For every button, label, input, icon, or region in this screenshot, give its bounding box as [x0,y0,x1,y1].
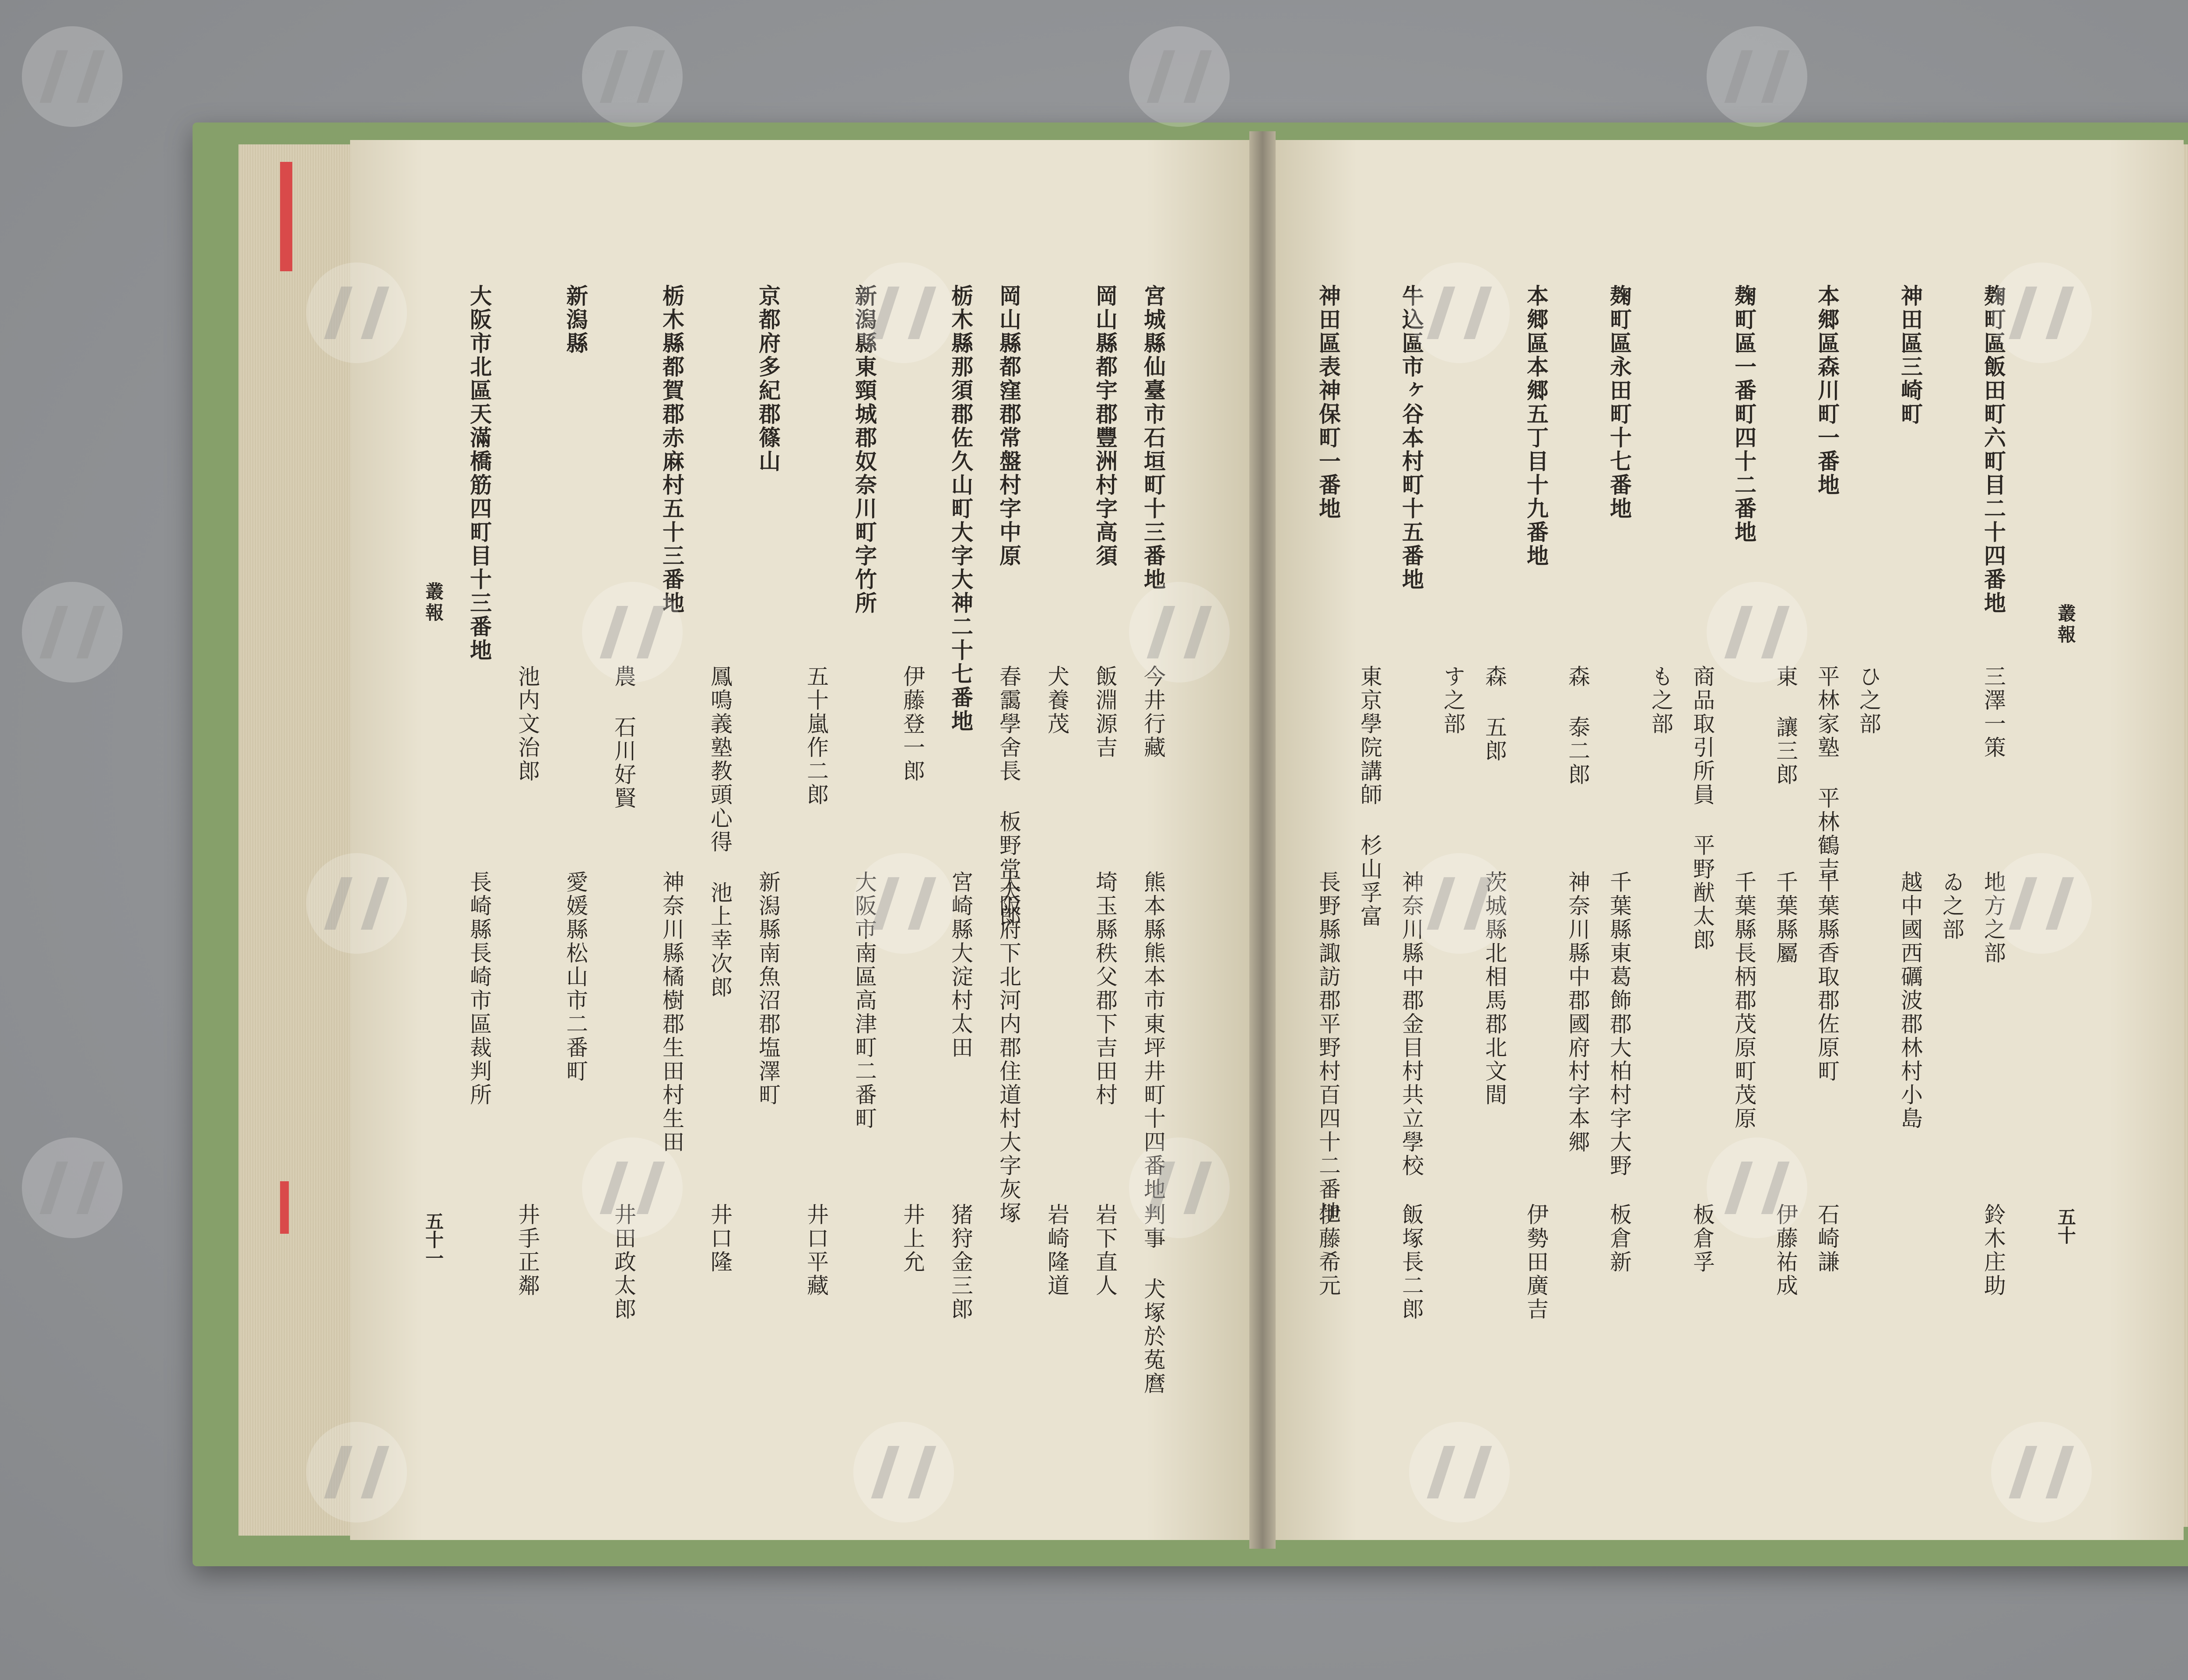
left-page-col-10-part-0: 栃木縣都賀郡赤麻村五十三番地 [659,284,685,615]
left-page-col-3-part-2: 大阪府下北河内郡住道村大字灰塚 [996,871,1021,1225]
right-page-col-11-part-3: 伊勢田廣吉 [1523,1203,1549,1321]
left-page-col-10-part-2: 神奈川縣橘樹郡生田村生田 [659,871,684,1154]
right-page-col-9-part-2: 千葉縣東葛飾郡大柏村字大野 [1606,871,1632,1178]
right-page-col-12-part-1: 森 五郎 [1482,665,1507,763]
right-page-col-0-part-3: 鈴木庄助 [1981,1203,2006,1298]
left-page-col-0-part-2: 熊本縣熊本市東坪井町十四番地 [1140,871,1166,1201]
left-page-col-1-part-2: 埼玉縣秩父郡下吉田村 [1092,871,1118,1107]
left-page-col-6-part-0: 新潟縣東頸城郡奴奈川町字竹所 [852,284,877,615]
left-page-col-5-part-1: 伊藤登一郎 [900,665,925,783]
right-page-col-5-part-3: 伊藤祐成 [1773,1203,1798,1298]
book-gutter [1249,131,1276,1549]
right-page-col-10-part-1: 森 泰二郎 [1565,665,1590,787]
right-page-col-9-part-0: 麹町區永田町十七番地 [1606,284,1632,521]
right-page-col-8-part-1: も之部 [1648,665,1673,736]
left-page-col-2-part-3: 岩崎隆道 [1044,1203,1069,1298]
running-head-right: 叢報 [2055,604,2076,646]
left-page-col-12-part-2: 愛媛縣松山市二番町 [563,871,588,1083]
left-page-col-3-part-1: 春靄學舍長 板野常太郎 [996,665,1021,928]
left-page-col-14-part-2: 長崎縣長崎市區裁判所 [466,871,492,1107]
left-page-col-13-part-1: 池内文治郎 [515,665,540,783]
right-page-col-0-part-1: 三澤一策 [1981,665,2006,760]
right-page-col-14-part-2: 神奈川縣中郡金目村共立學校 [1399,871,1424,1178]
left-page-col-13-part-3: 井手正鄰 [515,1203,540,1298]
right-page-col-1-part-2: ゐ之部 [1939,871,1964,942]
left-page-col-9-part-1: 鳳鳴義塾教頭心得 池上幸次郎 [707,665,733,999]
right-page-col-16-part-0: 神田區表神保町一番地 [1315,284,1341,521]
right-page-col-13-part-1: す之部 [1440,665,1466,736]
right-page-col-0-part-0: 麹町區飯田町六町目二十四番地 [1981,284,2006,615]
left-page-col-1-part-3: 岩下直人 [1092,1203,1118,1298]
page-number-left: 五十一 [423,1212,444,1267]
left-page-col-0-part-1: 今井行藏 [1140,665,1166,760]
right-page-col-16-part-3: 伊藤希元 [1315,1203,1341,1298]
left-page-col-8-part-0: 京都府多紀郡篠山 [755,284,781,473]
right-page-col-16-part-2: 長野縣諏訪郡平野村百四十二番地 [1315,871,1341,1225]
left-page-col-11-part-1: 農 石川好賢 [611,665,636,810]
right-page-col-15-part-1: 東京學院講師 杉山孚富 [1357,665,1382,928]
right-page-col-5-part-1: 東 讓三郎 [1773,665,1798,787]
left-page-col-14-part-0: 大阪市北區天滿橋筋四町目十三番地 [466,284,492,662]
left-page-col-7-part-3: 井口平藏 [803,1203,829,1298]
right-page-col-6-part-0: 麹町區一番町四十二番地 [1731,284,1757,544]
right-page-col-11-part-0: 本郷區本郷五丁目十九番地 [1523,284,1549,568]
right-page-col-9-part-3: 板倉新 [1606,1203,1632,1274]
left-page-col-1-part-1: 飯淵源吉 [1092,665,1118,760]
left-page-col-4-part-3: 猪狩金三郎 [948,1203,973,1321]
left-page-col-3-part-0: 岡山縣都窪郡常盤村字中原 [996,284,1022,568]
left-page-col-0-part-0: 宮城縣仙臺市石垣町十三番地 [1140,284,1166,592]
right-page-col-2-part-2: 越中國西礪波郡林村小島 [1897,871,1923,1130]
page-number-right: 五十 [2055,1208,2076,1244]
right-page-col-3-part-1: ひ之部 [1856,665,1881,736]
left-page-col-2-part-1: 犬養茂 [1044,665,1069,736]
left-page-col-6-part-2: 大阪市南區高津町二番町 [852,871,877,1130]
right-page-col-2-part-0: 神田區三崎町 [1897,284,1923,426]
left-page-col-4-part-2: 宮崎縣大淀村太田 [948,871,973,1060]
left-page-col-1-part-0: 岡山縣都宇郡豐洲村字高須 [1092,284,1118,568]
left-page-col-0-part-3: 判事 犬塚於菟麿 [1140,1203,1166,1396]
left-page-col-11-part-3: 井田政太郎 [611,1203,636,1321]
right-page-col-4-part-3: 石崎謙 [1814,1203,1840,1274]
running-head-left: 叢報 [423,582,444,624]
right-page-col-14-part-0: 牛込區市ヶ谷本村町十五番地 [1399,284,1424,592]
edge-mark-red [280,162,292,271]
right-page-col-5-part-2: 千葉縣屬 [1773,871,1798,965]
left-page-col-5-part-3: 井上允 [900,1203,925,1274]
right-page-col-12-part-2: 茨城縣北相馬郡北文間 [1482,871,1507,1107]
left-page-col-8-part-2: 新潟縣南魚沼郡塩澤町 [755,871,781,1107]
right-page-col-6-part-2: 千葉縣長柄郡茂原町茂原 [1731,871,1757,1130]
left-page-col-7-part-1: 五十嵐作二郎 [803,665,829,807]
right-page-col-10-part-2: 神奈川縣中郡國府村字本郷 [1565,871,1590,1154]
right-page-col-7-part-3: 板倉孚 [1690,1203,1715,1274]
right-page-col-0-part-2: 地方之部 [1981,871,2006,965]
right-page-col-7-part-1: 商品取引所員 平野猷太郎 [1690,665,1715,952]
left-page-col-9-part-3: 井口隆 [707,1203,733,1274]
left-page-col-12-part-0: 新潟縣 [563,284,589,355]
right-page-col-14-part-3: 飯塚長二郎 [1399,1203,1424,1321]
right-page-col-4-part-0: 本郷區森川町一番地 [1814,284,1840,497]
edge-mark-red [280,1181,289,1234]
right-page-col-4-part-1: 平林家塾 平林鶴吉 [1814,665,1840,881]
page-edges-left [238,144,361,1536]
right-page-col-4-part-2: 千葉縣香取郡佐原町 [1814,871,1840,1083]
left-page-col-4-part-0: 栃木縣那須郡佐久山町大字大神二十七番地 [948,284,974,733]
